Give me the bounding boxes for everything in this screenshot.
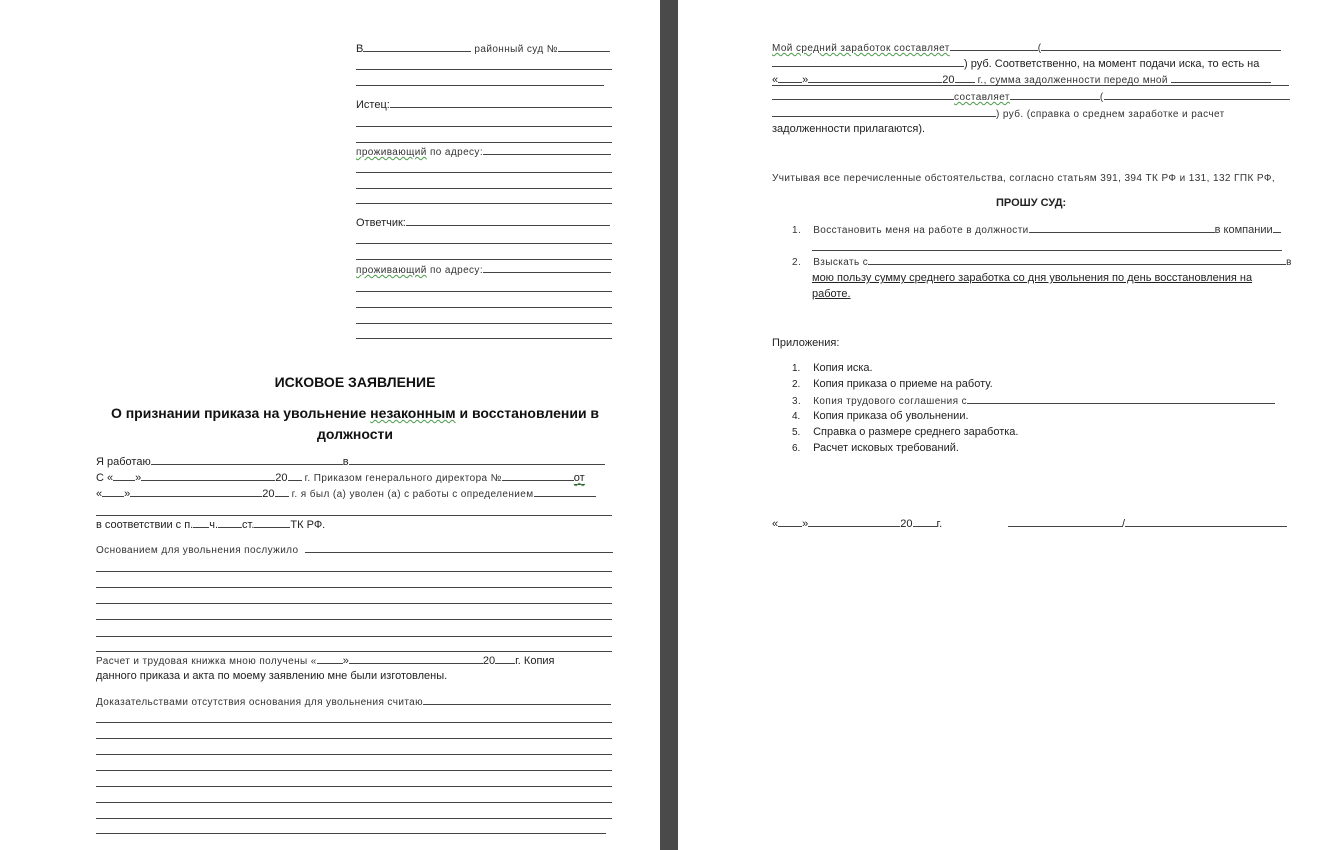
employer-blank[interactable] xyxy=(868,254,1286,265)
text: Я xyxy=(96,456,104,468)
debt-attached: задолженности прилагаются). xyxy=(772,123,926,135)
reason-blank[interactable] xyxy=(534,486,596,497)
address-label: по адресу: xyxy=(429,265,484,276)
document-page-left xyxy=(0,0,660,850)
attachment-item xyxy=(792,441,959,456)
text: 20 xyxy=(262,488,275,500)
article-line xyxy=(96,517,325,532)
blank-line[interactable] xyxy=(356,243,612,244)
blank-line[interactable] xyxy=(356,259,612,260)
court-name-blank[interactable] xyxy=(363,41,471,52)
text: г. Приказом генерального директора № xyxy=(304,473,502,484)
month-blank[interactable] xyxy=(808,72,942,83)
blank-line[interactable] xyxy=(96,786,612,787)
day-blank[interactable] xyxy=(778,72,802,83)
salary-words-blank[interactable] xyxy=(772,56,964,67)
blank-line[interactable] xyxy=(356,307,612,308)
blank-line[interactable] xyxy=(356,323,612,324)
text: « xyxy=(772,74,779,86)
text: составляет xyxy=(954,92,1010,103)
text: 20 xyxy=(900,518,913,530)
text: ) руб. (справка о среднем заработке и расчет xyxy=(996,109,1225,120)
blank-line[interactable] xyxy=(96,619,612,620)
list-number: 2. xyxy=(792,379,801,390)
court-number-blank[interactable] xyxy=(558,41,610,52)
court-prefix: В xyxy=(356,43,364,55)
evidence-line xyxy=(96,694,611,710)
text: С « xyxy=(96,472,114,484)
agreement-blank[interactable] xyxy=(967,393,1275,404)
text: » xyxy=(802,518,809,530)
blank-line[interactable] xyxy=(356,338,612,339)
text: 20 xyxy=(275,472,288,484)
blank-line[interactable] xyxy=(96,603,612,604)
text: ТК РФ. xyxy=(290,519,326,531)
text: в xyxy=(342,456,349,468)
attachment-item xyxy=(792,361,873,376)
debt-amount-line xyxy=(772,89,1290,105)
request-2-line-2: мою пользу сумму среднего заработка со дня увольнения по день восстановления на xyxy=(812,272,1253,284)
text: ( xyxy=(1037,43,1042,54)
subtitle-part: и восстановлении в xyxy=(455,405,600,421)
address-label: по адресу: xyxy=(429,147,484,158)
text: » xyxy=(135,472,142,484)
text: ч. xyxy=(209,519,219,531)
text: Расчет исковых требований. xyxy=(813,442,959,454)
text: » xyxy=(802,74,809,86)
salary-blank[interactable] xyxy=(950,40,1038,51)
debt-amount-blank[interactable] xyxy=(772,89,954,100)
evidence-blank[interactable] xyxy=(423,694,611,705)
subtitle-part: должности xyxy=(317,426,393,442)
company-blank[interactable] xyxy=(349,454,605,465)
year-blank[interactable] xyxy=(913,516,937,527)
year-blank[interactable] xyxy=(288,470,302,481)
text: г. xyxy=(936,518,943,530)
text: от xyxy=(573,472,585,484)
text: Взыскать с xyxy=(813,257,869,268)
salary-line xyxy=(772,40,1281,56)
blank-line[interactable] xyxy=(96,651,612,652)
text: г., сумма задолженности передо мной xyxy=(977,75,1168,86)
debt-blank[interactable] xyxy=(1171,72,1271,83)
text: / xyxy=(1122,518,1126,530)
residing-label: проживающий xyxy=(356,265,427,276)
grounds-line xyxy=(96,542,613,558)
blank-line[interactable] xyxy=(96,515,612,516)
blank-line[interactable] xyxy=(356,69,612,70)
request-2 xyxy=(792,254,1292,270)
plaintiff-line xyxy=(356,97,612,112)
day-blank[interactable] xyxy=(102,486,124,497)
text: « xyxy=(96,488,103,500)
request-heading: ПРОШУ СУД: xyxy=(996,197,1067,209)
plaintiff-label: Истец: xyxy=(356,99,390,111)
month-blank[interactable] xyxy=(130,486,262,497)
text: г. Копия xyxy=(515,655,555,667)
blank-line[interactable] xyxy=(812,250,1282,251)
order-number-blank[interactable] xyxy=(502,470,574,481)
text: работаю xyxy=(107,456,151,468)
name-blank[interactable] xyxy=(1125,516,1287,527)
day-blank[interactable] xyxy=(317,653,343,664)
month-blank[interactable] xyxy=(141,470,275,481)
plaintiff-address-line xyxy=(356,144,611,160)
attachments-heading: Приложения: xyxy=(772,337,840,349)
year-blank[interactable] xyxy=(955,72,975,83)
text: 20 xyxy=(942,74,955,86)
blank-line[interactable] xyxy=(356,172,612,173)
month-blank[interactable] xyxy=(349,653,483,664)
text: » xyxy=(342,655,349,667)
day-blank[interactable] xyxy=(113,470,135,481)
list-number: 4. xyxy=(792,411,801,422)
point-blank[interactable] xyxy=(193,517,209,528)
attachment-item xyxy=(792,409,969,424)
text: » xyxy=(124,488,131,500)
blank-line[interactable] xyxy=(96,587,612,588)
blank-line[interactable] xyxy=(96,738,612,739)
text: в xyxy=(1286,257,1292,268)
debt-words-blank[interactable] xyxy=(772,106,996,117)
employment-line xyxy=(96,454,605,469)
blank-line[interactable] xyxy=(96,802,612,803)
subtitle-part: незаконным xyxy=(370,405,456,421)
position-blank[interactable] xyxy=(151,454,343,465)
year-blank[interactable] xyxy=(495,653,515,664)
blank-line[interactable] xyxy=(96,818,612,819)
text: в компании xyxy=(1214,224,1273,236)
list-number: 6. xyxy=(792,443,801,454)
list-number: 3. xyxy=(792,396,802,407)
defendant-address-line xyxy=(356,262,611,278)
signature-blank[interactable] xyxy=(1008,516,1122,527)
text: Копия иска. xyxy=(813,362,873,374)
blank-line[interactable] xyxy=(96,754,612,755)
position-blank[interactable] xyxy=(1029,222,1215,233)
list-number: 5. xyxy=(792,427,801,438)
settlement-line xyxy=(96,653,555,669)
blank-line[interactable] xyxy=(96,571,612,572)
text: ст. xyxy=(242,519,255,531)
text: ) руб. Соответственно, на момент подачи иска, то есть на xyxy=(964,58,1260,70)
list-number: 1. xyxy=(792,225,802,236)
court-line xyxy=(356,41,610,57)
grounds-blank[interactable] xyxy=(305,542,613,553)
text: « xyxy=(772,518,779,530)
document-page-right xyxy=(678,0,1339,850)
text: Основанием для увольнения послужило xyxy=(96,545,299,556)
month-blank[interactable] xyxy=(808,516,900,527)
signature-date xyxy=(772,516,942,531)
court-label: районный суд № xyxy=(474,44,558,55)
document-title: ИСКОВОЕ ЗАЯВЛЕНИЕ xyxy=(274,374,436,390)
residing-label: проживающий xyxy=(356,147,427,158)
blank-line[interactable] xyxy=(356,188,612,189)
day-blank[interactable] xyxy=(778,516,802,527)
text: Мой средний заработок составляет xyxy=(772,43,950,54)
address-blank[interactable] xyxy=(483,144,611,155)
considering-line: Учитывая все перечисленные обстоятельства, согласно статьям 391, 394 ТК РФ и 131, 132 ГПК РФ, xyxy=(772,173,1276,184)
part-blank[interactable] xyxy=(218,517,242,528)
plaintiff-blank[interactable] xyxy=(390,97,612,108)
debt-words-blank[interactable] xyxy=(1104,89,1290,100)
blank-line[interactable] xyxy=(96,722,612,723)
attachment-item xyxy=(792,393,1275,409)
text: Копия приказа о приеме на работу. xyxy=(813,378,993,390)
text: Восстановить меня на работе в должности xyxy=(813,225,1029,236)
blank-line[interactable] xyxy=(96,833,606,834)
defendant-line xyxy=(356,215,610,230)
blank-line[interactable] xyxy=(96,770,612,771)
year-blank[interactable] xyxy=(275,486,289,497)
defendant-label: Ответчик: xyxy=(356,217,406,229)
blank-line[interactable] xyxy=(356,203,612,204)
order-line xyxy=(96,470,585,486)
list-number: 1. xyxy=(792,363,801,374)
document-subtitle xyxy=(95,403,615,445)
request-1 xyxy=(792,222,1281,238)
salary-line-2 xyxy=(772,56,1259,71)
settlement-line-2: данного приказа и акта по моему заявлению мне были изготовлены. xyxy=(96,670,448,682)
blank-line[interactable] xyxy=(96,636,612,637)
blank-line[interactable] xyxy=(356,126,612,127)
text: ( xyxy=(1099,92,1104,103)
signature-line xyxy=(1008,516,1287,531)
defendant-blank[interactable] xyxy=(406,215,610,226)
blank-line[interactable] xyxy=(356,291,612,292)
blank-line[interactable] xyxy=(772,85,1289,86)
text: Расчет и трудовая книжка мною получены « xyxy=(96,656,317,667)
text: в соответствии с п. xyxy=(96,519,194,531)
salary-words-blank[interactable] xyxy=(1041,40,1281,51)
text: Доказательствами отсутствия основания для увольнения считаю xyxy=(96,697,424,708)
request-2-line-3: работе. xyxy=(812,288,851,300)
subtitle-part: О признании приказа на увольнение xyxy=(110,405,371,421)
article-blank[interactable] xyxy=(254,517,290,528)
text: Копия трудового соглашения с xyxy=(813,396,967,407)
company-blank[interactable] xyxy=(1273,222,1281,233)
blank-line[interactable] xyxy=(356,85,604,86)
text: Справка о размере среднего заработка. xyxy=(813,426,1019,438)
address-blank[interactable] xyxy=(483,262,611,273)
dismissal-line xyxy=(96,486,596,502)
debt-amount-blank[interactable] xyxy=(1010,89,1100,100)
list-number: 2. xyxy=(792,257,802,268)
text: Копия приказа об увольнении. xyxy=(813,410,969,422)
text: 20 xyxy=(482,655,496,667)
debt-words-line xyxy=(772,106,1225,122)
attachment-item xyxy=(792,377,993,392)
attachment-item xyxy=(792,425,1018,440)
blank-line[interactable] xyxy=(356,142,612,143)
text: г. я был (а) уволен (а) с работы с определением xyxy=(291,489,534,500)
